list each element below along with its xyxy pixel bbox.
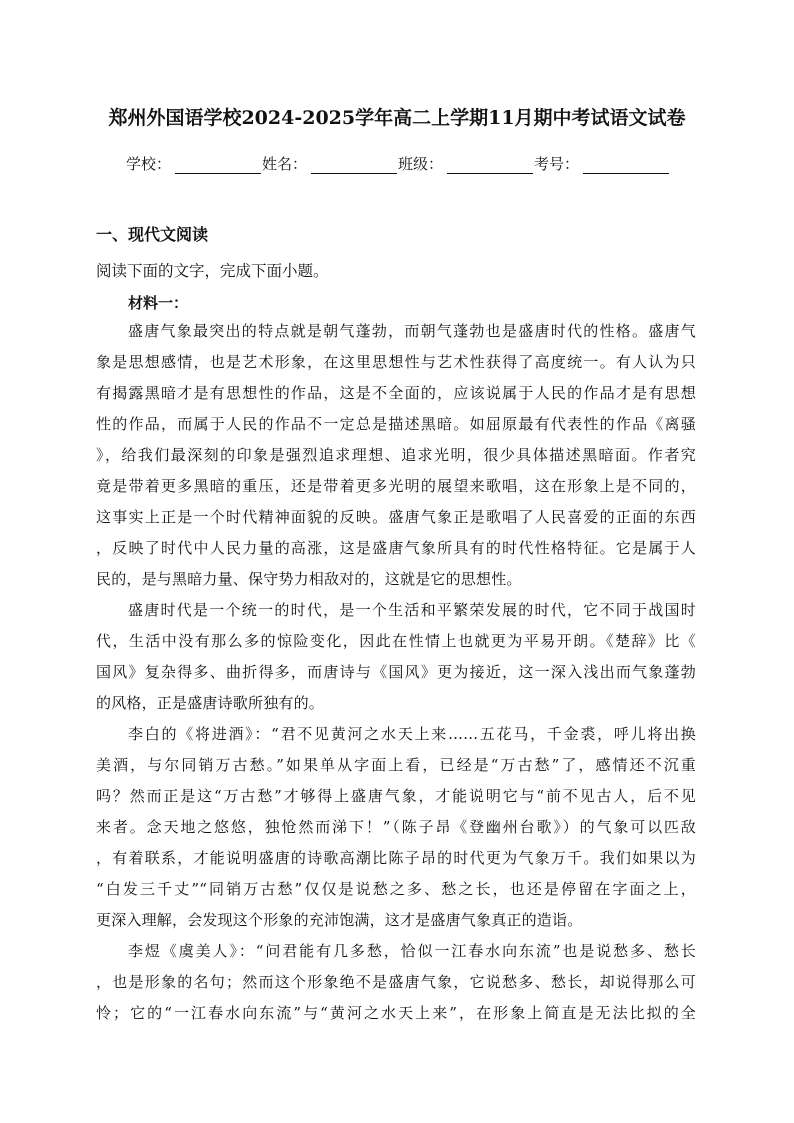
- school-field: [126, 153, 262, 174]
- text-line: 有揭露黑暗才是有思想性的作品，这是不全面的，应该说属于人民的作品才是有思想: [96, 384, 696, 402]
- text-line: 竟是带着更多黑暗的重压，还是带着更多光明的展望来歌唱，这在形象上是不同的，: [96, 477, 696, 495]
- text-line: 性的作品，而属于人民的作品不一定总是描述黑暗。如屈原最有代表性的作品《离骚: [96, 415, 696, 433]
- paragraph: [96, 595, 696, 719]
- paragraph: [96, 316, 696, 595]
- text-line: ，有着联系，才能说明盛唐的诗歌高潮比陈子昂的时代更为气象万千。我们如果以为: [96, 849, 696, 867]
- text-line: 盛唐时代是一个统一的时代，是一个生活和平繁荣发展的时代，它不同于战国时: [128, 601, 696, 619]
- text-line: 李煜《虞美人》：“问君能有几多愁，恰似一江春水向东流”也是说愁多、愁长: [128, 942, 696, 960]
- text-line: 的风格，正是盛唐诗歌所独有的。: [96, 694, 325, 712]
- text-line: 李白的《将进酒》：“君不见黄河之水天上来……五花马，千金裘，呼儿将出换: [128, 725, 696, 743]
- text-line: 国风》复杂得多、曲折得多，而唐诗与《国风》更为接近，这一深入浅出而气象蓬勃: [96, 663, 696, 681]
- name-label: 姓名：: [262, 155, 308, 173]
- text-line: 吗？然而正是这“万古愁”才够得上盛唐气象，才能说明它与“前不见古人，后不见: [96, 787, 696, 805]
- text-line: ，也是形象的名句；然而这个形象绝不是盛唐气象，它说愁多、愁长，却说得那么可: [96, 973, 696, 991]
- text-line: 来者。念天地之悠悠，独怆然而涕下！”（陈子昂《登幽州台歌》）的气象可以匹敌: [96, 818, 696, 836]
- class-blank[interactable]: [447, 157, 533, 174]
- name-blank[interactable]: [311, 157, 397, 174]
- paragraph: [96, 719, 696, 936]
- text-line: 这事实上正是一个时代精神面貌的反映。盛唐气象正是歌唱了人民喜爱的正面的东西: [96, 508, 696, 526]
- text-line: 美酒，与尔同销万古愁。”如果单从字面上看，已经是“万古愁”了，感情还不沉重: [96, 756, 696, 774]
- text-line: 》，给我们最深刻的印象是强烈追求理想、追求光明，很少具体描述黑暗面。作者究: [96, 446, 696, 464]
- text-line: 民的，是与黑暗力量、保守势力相敌对的，这就是它的思想性。: [96, 570, 522, 588]
- class-field: [398, 153, 534, 174]
- text-line: 盛唐气象最突出的特点就是朝气蓬勃，而朝气蓬勃也是盛唐时代的性格。盛唐气: [128, 322, 696, 340]
- name-field: [262, 153, 398, 174]
- text-line: “白发三千丈”“同销万古愁”仅仅是说愁之多、愁之长，也还是停留在字面之上，: [96, 880, 696, 898]
- text-line: 更深入理解，会发现这个形象的充沛饱满，这才是盛唐气象真正的造诣。: [96, 911, 583, 929]
- text-line: 代，生活中没有那么多的惊险变化，因此在性情上也就更为平易开朗。《楚辞》比《: [96, 632, 696, 650]
- material-label: 材料一：: [128, 294, 189, 312]
- reading-instruction: 阅读下面的文字，完成下面小题。: [96, 262, 329, 280]
- number-label: 考号：: [534, 155, 580, 173]
- school-blank[interactable]: [175, 157, 261, 174]
- text-line: 怜；它的“一江春水向东流”与“黄河之水天上来”，在形象上简直是无法比拟的全: [96, 1004, 696, 1022]
- number-field: [534, 153, 670, 174]
- page-title: 郑州外国语学校2024-2025学年高二上学期11月期中考试语文试卷: [108, 107, 686, 129]
- text-line: 象是思想感情，也是艺术形象，在这里思想性与艺术性获得了高度统一。有人认为只: [96, 353, 696, 371]
- paragraph: [96, 936, 696, 1029]
- class-label: 班级：: [398, 155, 444, 173]
- number-blank[interactable]: [583, 157, 669, 174]
- text-line: ，反映了时代中人民力量的高涨，这是盛唐气象所具有的时代性格特征。它是属于人: [96, 539, 696, 557]
- school-label: 学校：: [126, 155, 172, 173]
- student-info-row: [126, 153, 670, 174]
- section-heading: 一、现代文阅读: [96, 225, 209, 244]
